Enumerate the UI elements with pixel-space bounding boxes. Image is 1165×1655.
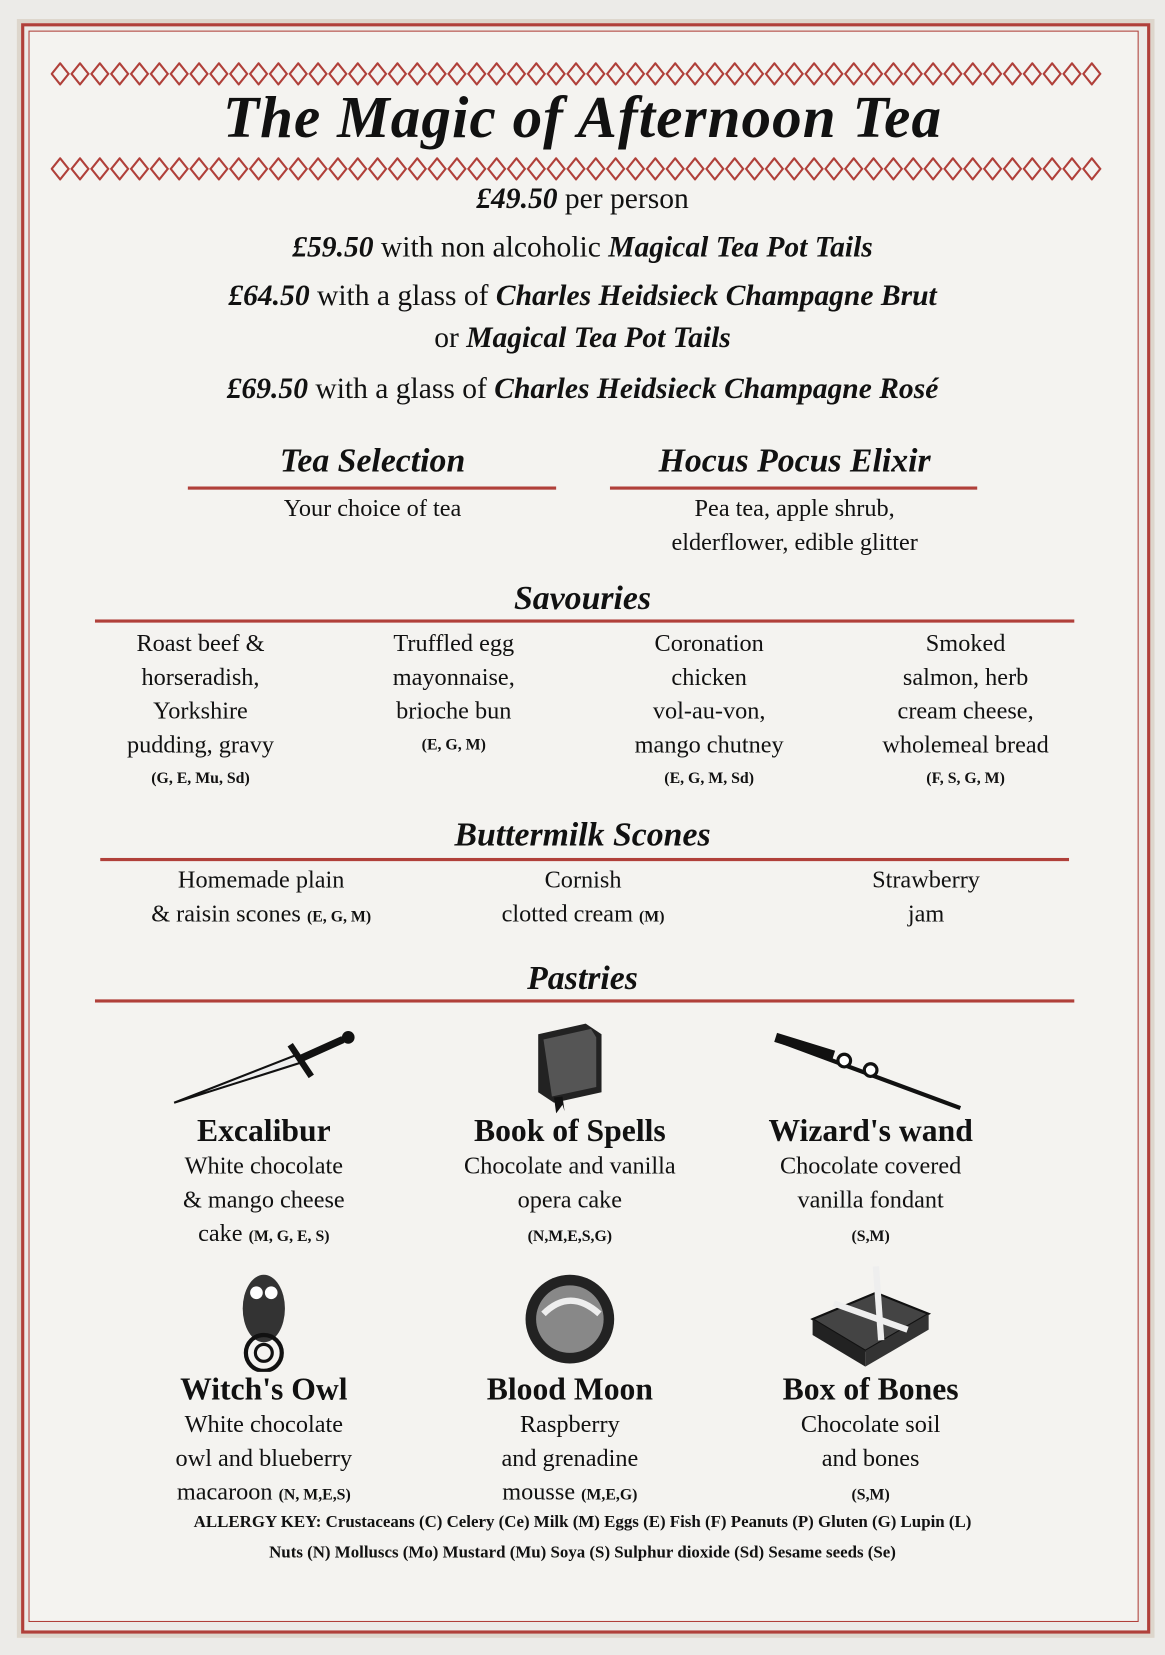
- diamond: [806, 63, 823, 84]
- diamond-border-bottom: [51, 157, 1106, 180]
- diamond: [270, 158, 287, 179]
- diamond: [369, 158, 386, 179]
- diamond: [290, 63, 307, 84]
- diamond: [746, 158, 763, 179]
- diamond: [984, 63, 1001, 84]
- allergen-codes: (S,M): [851, 1228, 890, 1246]
- diamond: [1083, 63, 1100, 84]
- diamond: [786, 158, 803, 179]
- diamond: [548, 63, 565, 84]
- price-line: or Magical Tea Pot Tails: [434, 321, 731, 355]
- price-line: £69.50 with a glass of Charles Heidsieck Champagne Rosé: [226, 372, 939, 406]
- pastry-item: Book of Spells Chocolate and vanilla opera cake (N,M,E,S,G): [412, 1013, 729, 1254]
- scone-item: Strawberry jam: [872, 866, 980, 927]
- page-title: The Magic of Afternoon Tea: [222, 85, 943, 151]
- coffin-icon: [712, 1251, 1029, 1372]
- elixir-desc: Pea tea, apple shrub, elderflower, edible glitter: [671, 494, 918, 556]
- pastry-name: Box of Bones: [782, 1371, 959, 1407]
- diamond: [905, 63, 922, 84]
- diamond: [508, 63, 525, 84]
- diamond: [925, 158, 942, 179]
- pastry-name: Book of Spells: [473, 1113, 666, 1149]
- divider: [610, 486, 977, 489]
- allergen-codes: (E, G, M): [421, 736, 486, 754]
- pastry-name: Blood Moon: [486, 1371, 653, 1407]
- diamond: [587, 63, 604, 84]
- allergy-key-line-1: ALLERGY KEY: Crustaceans (C) Celery (Ce) Milk (M) Eggs (E) Fish (F) Peanuts (P) Gluten (G) Lupin (L): [193, 1513, 972, 1532]
- diamond: [131, 158, 148, 179]
- savoury-item: Smoked salmon, herb cream cheese, wholemeal bread (F, S, G, M): [860, 627, 1071, 796]
- moon-icon: [412, 1251, 729, 1372]
- diamond: [449, 158, 466, 179]
- pastry-item: Witch's Owl White chocolate owl and blueberry macaroon (N, M,E,S): [106, 1251, 423, 1513]
- diamond: [111, 158, 128, 179]
- diamond: [627, 158, 644, 179]
- diamond: [1004, 158, 1021, 179]
- diamond: [647, 158, 664, 179]
- diamond: [369, 63, 386, 84]
- diamond: [964, 158, 981, 179]
- diamond: [171, 158, 188, 179]
- diamond: [528, 158, 545, 179]
- diamond: [310, 158, 327, 179]
- diamond-border-top: [51, 62, 1106, 85]
- diamond: [706, 158, 723, 179]
- wand-icon: [712, 1013, 1029, 1113]
- sword-icon: [106, 1013, 423, 1113]
- diamond: [1064, 63, 1081, 84]
- diamond: [191, 63, 208, 84]
- diamond: [131, 63, 148, 84]
- diamond: [726, 63, 743, 84]
- pastry-name: Excalibur: [196, 1113, 331, 1149]
- diamond: [885, 63, 902, 84]
- diamond: [548, 158, 565, 179]
- diamond: [270, 63, 287, 84]
- diamond: [845, 63, 862, 84]
- diamond: [865, 158, 882, 179]
- diamond: [1044, 158, 1061, 179]
- diamond: [429, 63, 446, 84]
- diamond: [766, 63, 783, 84]
- diamond: [528, 63, 545, 84]
- savoury-item: Truffled egg mayonnaise, brioche bun (E, G, M): [348, 627, 559, 762]
- scone-item: Homemade plain & raisin scones (E, G, M): [151, 866, 372, 927]
- diamond: [1024, 63, 1041, 84]
- diamond: [825, 158, 842, 179]
- divider: [100, 858, 1069, 861]
- price-line: £49.50 per person: [476, 182, 689, 216]
- scone-item: Cornish clotted cream (M): [501, 866, 665, 927]
- pastries-heading: Pastries: [527, 958, 638, 997]
- diamond: [449, 63, 466, 84]
- diamond: [845, 158, 862, 179]
- allergen-codes: (N,M,E,S,G): [527, 1228, 613, 1246]
- tea-selection-heading: Tea Selection: [279, 441, 466, 480]
- diamond: [1064, 158, 1081, 179]
- diamond: [647, 63, 664, 84]
- diamond: [250, 63, 267, 84]
- diamond: [409, 158, 426, 179]
- diamond: [905, 158, 922, 179]
- diamond: [151, 158, 168, 179]
- pastry-item: Box of Bones Chocolate soil and bones (S,M): [712, 1251, 1029, 1513]
- diamond: [865, 63, 882, 84]
- diamond: [389, 158, 406, 179]
- allergen-codes: (S,M): [851, 1486, 890, 1504]
- diamond: [746, 63, 763, 84]
- diamond: [925, 63, 942, 84]
- diamond: [786, 63, 803, 84]
- diamond: [329, 63, 346, 84]
- diamond: [488, 63, 505, 84]
- price-line: £64.50 with a glass of Charles Heidsieck Champagne Brut: [228, 279, 937, 313]
- diamond: [389, 63, 406, 84]
- pastry-item: Blood Moon Raspberry and grenadine mousse (M,E,G): [412, 1251, 729, 1513]
- divider: [95, 619, 1074, 622]
- allergen-codes: (M,E,G): [581, 1486, 638, 1504]
- diamond: [91, 63, 108, 84]
- diamond: [944, 63, 961, 84]
- diamond: [627, 63, 644, 84]
- diamond: [1044, 63, 1061, 84]
- diamond: [984, 158, 1001, 179]
- diamond: [607, 63, 624, 84]
- diamond: [171, 63, 188, 84]
- diamond: [210, 158, 227, 179]
- diamond: [429, 158, 446, 179]
- diamond: [687, 63, 704, 84]
- diamond: [766, 158, 783, 179]
- diamond: [468, 158, 485, 179]
- pastry-name: Wizard's wand: [768, 1113, 973, 1149]
- diamond: [568, 63, 585, 84]
- diamond: [667, 158, 684, 179]
- divider: [95, 999, 1074, 1002]
- diamond: [151, 63, 168, 84]
- diamond: [885, 158, 902, 179]
- allergen-codes: (M, G, E, S): [248, 1228, 330, 1246]
- book-icon: [412, 1013, 729, 1113]
- diamond: [210, 63, 227, 84]
- diamond: [1004, 63, 1021, 84]
- savoury-item: Roast beef & horseradish, Yorkshire pudding, gravy (G, E, Mu, Sd): [95, 627, 306, 796]
- diamond: [230, 158, 247, 179]
- price-line: £59.50 with non alcoholic Magical Tea Pot Tails: [292, 231, 873, 264]
- diamond: [944, 158, 961, 179]
- diamond: [310, 63, 327, 84]
- diamond: [409, 63, 426, 84]
- allergy-key-line-2: Nuts (N) Molluscs (Mo) Mustard (Mu) Soya (S) Sulphur dioxide (Sd) Sesame seeds (Se): [269, 1543, 896, 1562]
- diamond: [72, 158, 89, 179]
- diamond: [508, 158, 525, 179]
- diamond: [191, 158, 208, 179]
- diamond: [290, 158, 307, 179]
- diamond: [250, 158, 267, 179]
- pastry-item: Excalibur White chocolate & mango cheese cake (M, G, E, S): [106, 1013, 423, 1254]
- diamond: [111, 63, 128, 84]
- diamond: [825, 63, 842, 84]
- diamond: [607, 158, 624, 179]
- pastry-name: Witch's Owl: [180, 1371, 348, 1407]
- diamond: [349, 158, 366, 179]
- diamond: [726, 158, 743, 179]
- diamond: [964, 63, 981, 84]
- diamond: [52, 63, 69, 84]
- allergen-codes: (E, G, M, Sd): [664, 770, 755, 788]
- diamond: [52, 158, 69, 179]
- diamond: [667, 63, 684, 84]
- diamond: [1024, 158, 1041, 179]
- diamond: [806, 158, 823, 179]
- diamond: [687, 158, 704, 179]
- pastry-item: Wizard's wand Chocolate covered vanilla fondant (S,M): [712, 1013, 1029, 1254]
- owl-icon: [106, 1251, 423, 1372]
- diamond: [1083, 158, 1100, 179]
- tea-selection-desc: Your choice of tea: [283, 494, 462, 522]
- savoury-item: Coronation chicken vol-au-von, mango chutney (E, G, M, Sd): [604, 627, 815, 796]
- allergen-codes: (G, E, Mu, Sd): [151, 770, 250, 788]
- diamond: [91, 158, 108, 179]
- diamond: [587, 158, 604, 179]
- diamond: [568, 158, 585, 179]
- savouries-heading: Savouries: [514, 578, 652, 617]
- allergen-codes: (N, M,E,S): [278, 1486, 351, 1504]
- diamond: [349, 63, 366, 84]
- elixir-heading: Hocus Pocus Elixir: [658, 441, 931, 480]
- diamond: [329, 158, 346, 179]
- diamond: [72, 63, 89, 84]
- diamond: [468, 63, 485, 84]
- diamond: [706, 63, 723, 84]
- scones-heading: Buttermilk Scones: [454, 814, 711, 853]
- divider: [188, 486, 556, 489]
- diamond: [230, 63, 247, 84]
- allergen-codes: (F, S, G, M): [926, 770, 1005, 788]
- diamond: [488, 158, 505, 179]
